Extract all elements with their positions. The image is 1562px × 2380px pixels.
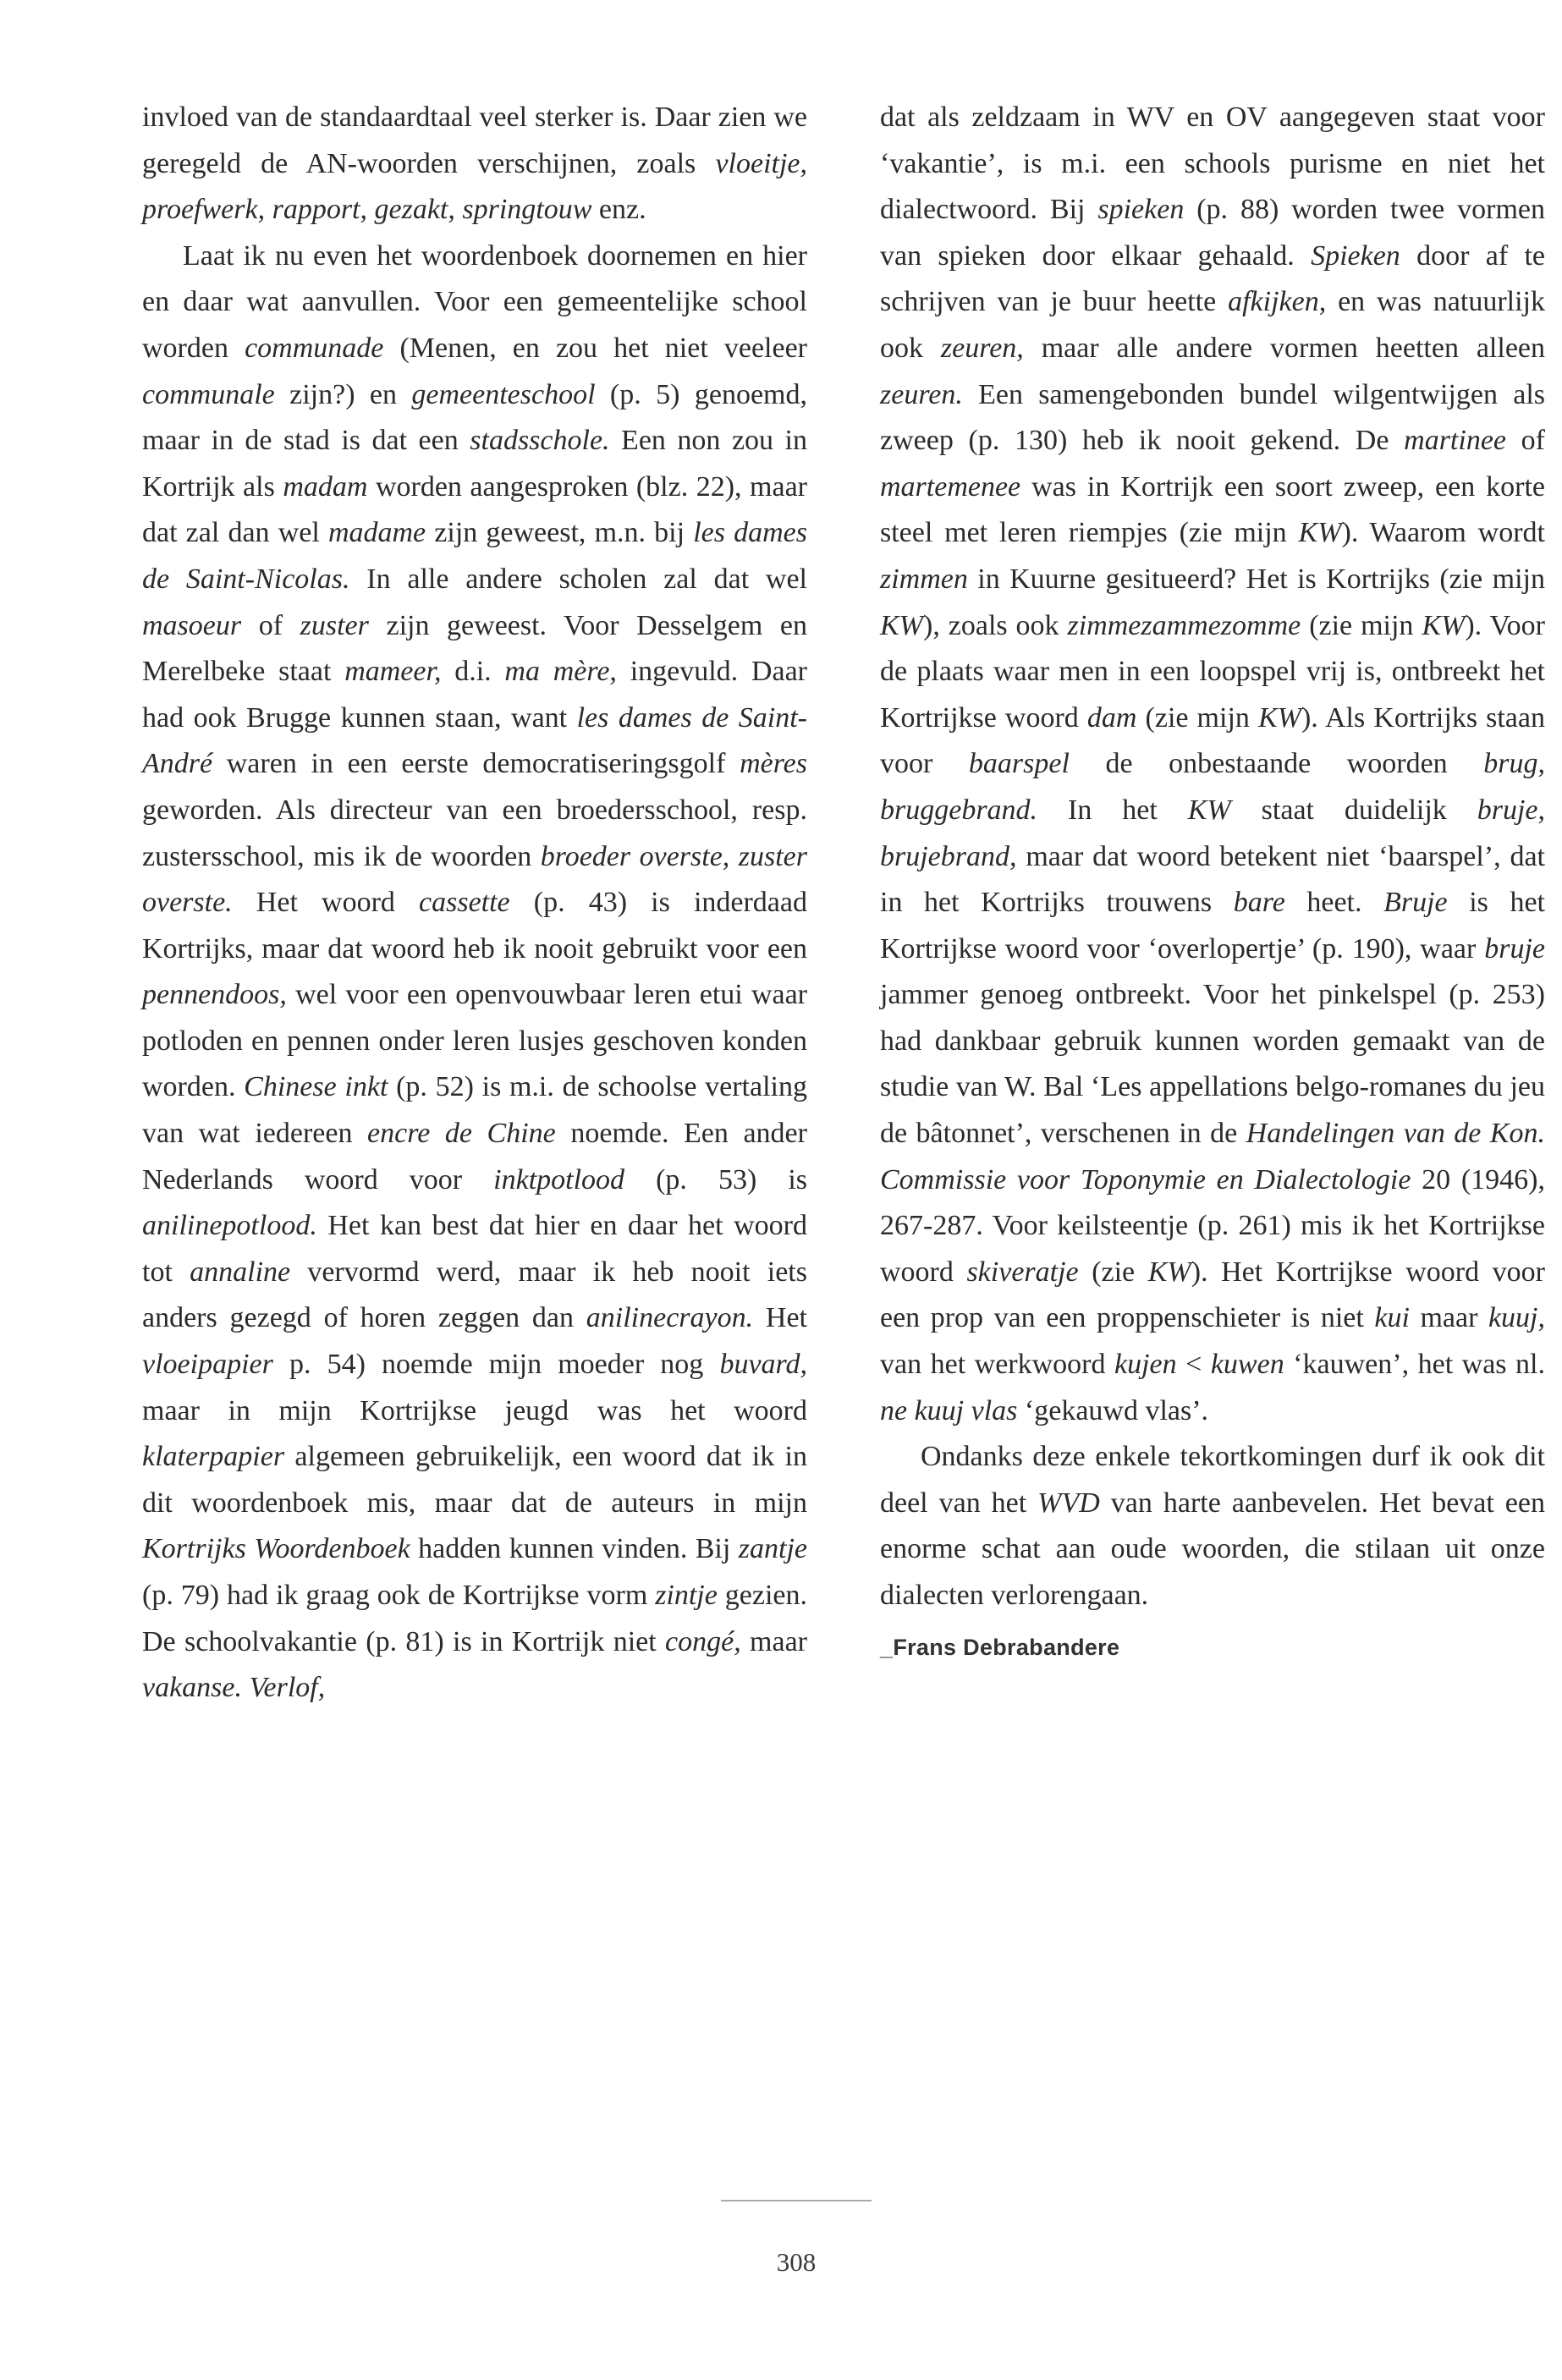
italic-text-run: bruje, brujebrand, [880, 794, 1546, 872]
text-run: van harte aanbevelen. Het bevat een enorme schat aan oude woorden, die stilaan uit onze dialecten verlorengaan. [880, 1487, 1545, 1611]
text-run: van het werkwoord [880, 1349, 1114, 1381]
paragraph [142, 234, 807, 1712]
italic-text-run: encre de Chine [367, 1118, 556, 1150]
text-run: ). Het Kortrijkse woord voor een prop van een proppenschieter is niet [880, 1256, 1545, 1334]
text-run: Het woord [232, 887, 420, 919]
italic-text-run: kuuj, [1488, 1302, 1546, 1334]
paragraph [880, 1434, 1545, 1619]
italic-text-run: skiveratje [966, 1256, 1079, 1288]
paragraph [880, 95, 1545, 1434]
text-run: (p. 43) is inderdaad Kortrijks, maar dat woord heb ik nooit gebruikt voor een [142, 887, 807, 965]
text-run: door af te schrijven van je buur heette [880, 239, 1545, 318]
text-run: (p. 88) worden twee vormen van spieken door elkaar gehaald. [880, 194, 1546, 272]
italic-text-run: madam [283, 470, 368, 503]
italic-text-run: communale [142, 378, 275, 410]
right-column [880, 95, 1545, 1670]
italic-text-run: KW [880, 609, 923, 641]
text-run: In alle andere scholen zal dat wel [349, 563, 808, 595]
italic-text-run: broeder overste, zuster overste. [142, 840, 807, 919]
italic-text-run: zimmen [880, 563, 968, 595]
text-run [242, 1672, 250, 1703]
italic-text-run: mères [740, 748, 807, 780]
text-run: is het Kortrijkse woord voor ‘overlopertje’ (p. 190), waar [880, 887, 1545, 965]
italic-text-run: Kortrijks Woordenboek [142, 1533, 410, 1565]
text-run: Het [753, 1302, 807, 1334]
italic-text-run: vloeitje, proefwerk, rapport, gezakt, springtouw [142, 147, 807, 226]
text-run: (Menen, en zou het niet veeleer [383, 332, 807, 364]
italic-text-run: baarspel [968, 748, 1070, 780]
text-run: (zie [1078, 1256, 1148, 1288]
italic-text-run: bare [1233, 887, 1285, 919]
text-run: p. 54) noemde mijn moeder nog [272, 1349, 720, 1381]
italic-text-run: martinee [1404, 425, 1506, 457]
italic-text-run: WVD [1037, 1487, 1100, 1519]
text-run: noemde. Een ander Nederlands woord voor [142, 1118, 807, 1195]
text-run: (p. 5) genoemd, maar in de stad is dat een [142, 378, 807, 457]
italic-text-run: martemenee [880, 470, 1021, 503]
italic-text-run: anilinepotlood. [142, 1210, 317, 1242]
italic-text-run: kui [1374, 1302, 1410, 1334]
text-run: of [1506, 425, 1545, 457]
italic-text-run: vloeipapier [142, 1349, 273, 1381]
text-run: (p. 53) is [624, 1163, 807, 1195]
paragraph [142, 95, 807, 234]
text-run: ). Voor de plaats waar men in een loopspel vrij is, ontbreekt het Kortrijkse woord [880, 609, 1545, 734]
text-run: maar [740, 1625, 808, 1657]
text-run: < [1176, 1349, 1211, 1381]
text-run: in Kuurne gesitueerd? Het is Kortrijks (zie mijn [967, 563, 1545, 595]
italic-text-run: annaline [190, 1256, 291, 1288]
text-run: zijn geweest, m.n. bij [426, 517, 694, 549]
italic-text-run: zeuren. [880, 378, 963, 410]
italic-text-run: KW [1422, 609, 1466, 641]
text-run: wel voor een openvouwbaar leren etui waar potloden en pennen onder leren lusjes geschoven konden worden. [142, 979, 807, 1103]
italic-text-run: KW [1257, 701, 1301, 734]
text-run: de onbestaande woorden [1069, 748, 1484, 780]
text-run: enz. [591, 194, 646, 226]
italic-text-run: spieken [1097, 194, 1185, 226]
italic-text-run: les dames de Saint-Nicolas. [142, 517, 807, 595]
italic-text-run: zimmezammezomme [1067, 609, 1301, 641]
italic-text-run: brug, bruggebrand. [880, 748, 1545, 826]
italic-text-run: zeuren, [940, 332, 1024, 364]
text-run: vervormd werd, maar ik heb nooit iets anders gezegd of horen zeggen dan [142, 1256, 807, 1334]
italic-text-run: les dames de Saint-André [142, 701, 807, 780]
text-run: maar in mijn Kortrijkse jeugd was het woord [142, 1394, 807, 1426]
italic-text-run: Chinese inkt [244, 1071, 388, 1103]
italic-text-run: bruje [1484, 932, 1545, 965]
text-run: gezien. De schoolvakantie (p. 81) is in Kortrijk niet [142, 1580, 807, 1657]
text-run: algemeen gebruikelijk, een woord dat ik in dit woordenboek mis, maar dat de auteurs in mijn [142, 1441, 807, 1519]
text-run: (zie mijn [1136, 701, 1258, 734]
text-run: ‘gekauwd vlas’. [1017, 1394, 1209, 1426]
author-signature: _Frans Debrabandere [880, 1634, 1120, 1660]
text-run: dat als zeldzaam in WV en OV aangegeven staat voor ‘vakantie’, is m.i. een schools purisme en niet het dialectwoord. Bij [880, 102, 1545, 226]
text-run: hadden kunnen vinden. Bij [410, 1533, 739, 1565]
italic-text-run: ma mère, [504, 656, 617, 688]
text-run: maar alle andere vormen heetten alleen [1023, 332, 1546, 364]
italic-text-run: zuster [300, 609, 369, 641]
text-run: invloed van de standaardtaal veel sterker is. Daar zien we geregeld de AN-woorden verschijnen, zoals [142, 102, 807, 179]
italic-text-run: stadsschole. [470, 425, 610, 457]
italic-text-run: kuwen [1210, 1349, 1284, 1381]
text-run: 20 (1946), 267-287. Voor keilsteentje (p. 261) mis ik het Kortrijkse woord [880, 1163, 1545, 1288]
left-column [142, 95, 807, 1712]
italic-text-run: masoeur [142, 609, 242, 641]
italic-text-run: vakanse. [142, 1672, 243, 1704]
italic-text-run: dam [1086, 701, 1137, 734]
text-run: worden aangesproken (blz. 22), maar dat zal dan wel [142, 470, 807, 549]
italic-text-run: pennendoos, [142, 979, 287, 1011]
italic-text-run: anilinecrayon. [586, 1302, 754, 1334]
italic-text-run: madame [327, 517, 426, 549]
italic-text-run: kujen [1114, 1349, 1177, 1381]
italic-text-run: mameer, [344, 656, 442, 688]
text-run: geworden. Als directeur van een broedersschool, resp. zustersschool, mis ik de woorden [142, 794, 807, 872]
italic-text-run: zantje [738, 1533, 807, 1565]
text-run: Een samengebonden bundel wilgentwijgen als zweep (p. 130) heb ik nooit gekend. De [880, 378, 1545, 457]
italic-text-run: cassette [419, 887, 510, 919]
text-run: staat duidelijk [1230, 794, 1477, 826]
text-run: was in Kortrijk een soort zweep, een korte steel met leren riempjes (zie mijn [880, 470, 1545, 549]
italic-text-run: KW [1147, 1256, 1191, 1288]
page-number: 308 [776, 2247, 817, 2277]
text-run: en was natuurlijk ook [880, 286, 1545, 364]
italic-text-run: KW [1298, 517, 1342, 549]
footer-divider [721, 2200, 872, 2201]
text-run: (p. 52) is m.i. de schoolse vertaling van wat iedereen [142, 1071, 807, 1150]
italic-text-run: gemeenteschool [411, 378, 596, 410]
text-run: (p. 79) had ik graag ook de Kortrijkse vorm [142, 1580, 656, 1611]
italic-text-run: Bruje [1383, 887, 1448, 919]
italic-text-run: communade [245, 332, 384, 364]
text-run: of [241, 609, 300, 641]
italic-text-run: zintje [655, 1580, 718, 1611]
italic-text-run: klaterpapier [142, 1441, 285, 1473]
italic-text-run: KW [1187, 794, 1231, 826]
text-run: maar dat woord betekent niet ‘baarspel’, dat in het Kortrijks trouwens [880, 840, 1545, 919]
text-run: Laat ik nu even het woordenboek doornemen en hier en daar wat aanvullen. Voor een gemeentelijke school worden [142, 239, 807, 364]
text-run: Het kan best dat hier en daar het woord tot [142, 1210, 807, 1288]
italic-text-run: afkijken, [1228, 286, 1327, 318]
text-run: ‘kauwen’, het was nl. [1284, 1349, 1545, 1381]
italic-text-run: Verlof, [249, 1672, 326, 1704]
italic-text-run: Handelingen van de Kon. Commissie voor Toponymie en Dialectologie [880, 1118, 1545, 1195]
text-run: heet. [1284, 887, 1384, 919]
italic-text-run: buvard, [719, 1349, 807, 1381]
text-run: ), zoals ook [923, 609, 1068, 641]
text-run: ). Waarom wordt [1341, 517, 1545, 549]
italic-text-run: inktpotlood [493, 1163, 625, 1195]
text-run: ). Als Kortrijks staan voor [880, 701, 1545, 780]
text-run: In het [1037, 794, 1188, 826]
text-run: Ondanks deze enkele tekortkomingen durf ik ook dit deel van het [880, 1441, 1545, 1519]
italic-text-run: congé, [665, 1625, 741, 1657]
text-run: zijn?) en [274, 378, 412, 410]
text-run: waren in een eerste democratiseringsgolf [212, 748, 740, 780]
text-run: ingevuld. Daar had ook Brugge kunnen staan, want [142, 656, 807, 734]
text-run: (zie mijn [1301, 609, 1422, 641]
text-run: d.i. [441, 656, 505, 688]
italic-text-run: ne kuuj vlas [880, 1394, 1018, 1426]
text-run: jammer genoeg ontbreekt. Voor het pinkelspel (p. 253) had dankbaar gebruik kunnen worden gemaakt van de studie van W. Bal ‘Les appellations belgo-romanes du jeu de bâtonnet’, verschenen in de [880, 979, 1545, 1150]
text-run: maar [1409, 1302, 1488, 1334]
text-run: zijn geweest. Voor Desselgem en Merelbeke staat [142, 609, 808, 688]
italic-text-run: Spieken [1311, 239, 1400, 272]
text-run: Een non zou in Kortrijk als [142, 425, 808, 503]
